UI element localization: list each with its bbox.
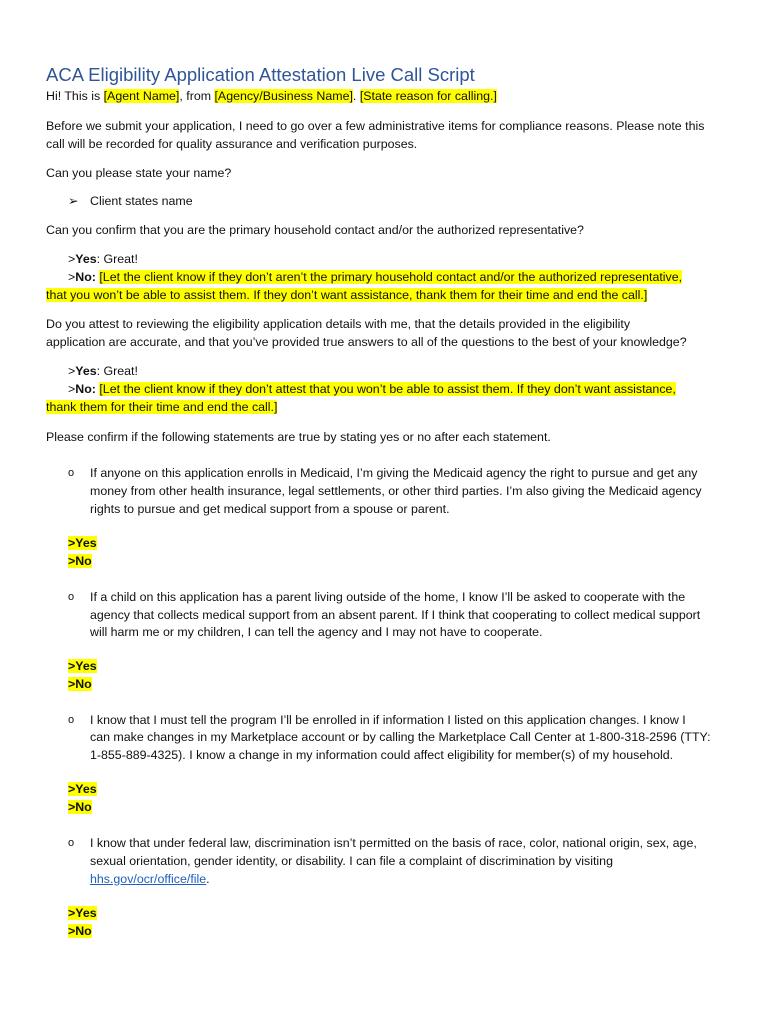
circle-bullet-icon: o — [68, 467, 75, 479]
answer-yes-label: >Yes — [68, 536, 97, 550]
answer-yes-label: >Yes — [68, 782, 97, 796]
agency-placeholder: [Agency/Business Name] — [214, 89, 353, 103]
no-response-1-cont — [46, 286, 647, 304]
no-label: No: — [75, 270, 96, 284]
answer-yes-3 — [68, 780, 97, 798]
answer-no-1 — [68, 552, 92, 570]
confirm-statements-instruction: Please confirm if the following statements are true by stating yes or no after each statement. — [46, 430, 551, 444]
answer-no-2 — [68, 675, 92, 693]
greeting-text: Hi! This is — [46, 89, 104, 103]
no-label: No: — [75, 382, 96, 396]
statement-2-line-1: If a child on this application has a parent living outside of the home, I know I’ll be asked to cooperate with the — [90, 590, 686, 604]
statement-3-line-1: I know that I must tell the program I’ll be enrolled in if information I listed on this application changes. I know I — [90, 713, 686, 727]
yes-response-1 — [68, 250, 138, 268]
no-response-2-cont — [46, 398, 277, 416]
answer-yes-label: >Yes — [68, 906, 97, 920]
link-suffix: . — [206, 872, 210, 886]
yes-great-text: : Great! — [96, 252, 138, 266]
yes-label: Yes — [75, 252, 97, 266]
admin-notice-line-2: call will be recorded for quality assurance and verification purposes. — [46, 137, 418, 151]
no-prefix: > — [68, 270, 76, 284]
yes-response-2 — [68, 362, 138, 380]
complaint-link[interactable]: hhs.gov/ocr/office/file — [90, 872, 207, 886]
client-states-name: Client states name — [90, 194, 193, 208]
page-title: ACA Eligibility Application Attestation Live Call Script — [46, 64, 475, 85]
agent-name-placeholder: [Agent Name] — [103, 89, 180, 103]
answer-yes-label: >Yes — [68, 659, 97, 673]
yes-prefix: > — [68, 252, 76, 266]
statement-3-line-3: 1-855-889-4325). I know a change in my information could affect eligibility for member(s) of my household. — [90, 748, 674, 762]
attest-question-line-2: application are accurate, and that you’ve provided true answers to all of the questions to the best of your knowledge? — [46, 335, 687, 349]
circle-bullet-icon: o — [68, 714, 75, 726]
yes-label: Yes — [75, 364, 97, 378]
statement-4-line-3 — [90, 870, 210, 888]
no-prefix: > — [68, 382, 76, 396]
statement-1-line-3: rights to pursue and get medical support from a spouse or parent. — [90, 502, 450, 516]
no-instruction-1b: that you won’t be able to assist them. If they don’t want assistance, thank them for their time and end the call.] — [46, 288, 648, 302]
statement-4-line-2: sexual orientation, gender identity, or disability. I can file a complaint of discrimination by visiting — [90, 854, 613, 868]
no-instruction-2b: thank them for their time and end the call.] — [46, 400, 278, 414]
answer-no-4 — [68, 922, 92, 940]
answer-yes-1 — [68, 534, 97, 552]
answer-no-label: >No — [68, 554, 92, 568]
period-text: . — [352, 89, 360, 103]
attest-question-line-1: Do you attest to reviewing the eligibility application details with me, that the details provided in the eligibility — [46, 317, 631, 331]
ask-name-question: Can you please state your name? — [46, 166, 232, 180]
circle-bullet-icon: o — [68, 591, 75, 603]
reason-placeholder: [State reason for calling.] — [359, 89, 497, 103]
circle-bullet-icon: o — [68, 837, 75, 849]
arrow-bullet-icon: ➢ — [68, 194, 79, 208]
statement-1-line-2: money from other health insurance, legal settlements, or other third parties. I’m also giving the Medicaid agency — [90, 484, 702, 498]
no-instruction-1a: [Let the client know if they don’t aren’t the primary household contact and/or the authorized representative, — [99, 270, 683, 284]
answer-no-label: >No — [68, 924, 92, 938]
statement-4-line-1: I know that under federal law, discrimination isn’t permitted on the basis of race, color, national origin, sex, age, — [90, 836, 697, 850]
yes-prefix: > — [68, 364, 76, 378]
answer-yes-4 — [68, 904, 97, 922]
no-response-2 — [68, 380, 676, 398]
no-instruction-2a: [Let the client know if they don’t attest that you won’t be able to assist them. If they don’t want assistance, — [99, 382, 676, 396]
yes-great-text: : Great! — [96, 364, 138, 378]
statement-3-line-2: can make changes in my Marketplace account or by calling the Marketplace Call Center at 1-800-318-2596 (TTY: — [90, 730, 711, 744]
statement-1-line-1: If anyone on this application enrolls in Medicaid, I’m giving the Medicaid agency the right to pursue and get any — [90, 466, 698, 480]
confirm-contact-question: Can you confirm that you are the primary household contact and/or the authorized representative? — [46, 223, 584, 237]
answer-no-label: >No — [68, 800, 92, 814]
statement-2-line-3: will harm me or my children, I can tell the agency and I may not have to cooperate. — [90, 625, 543, 639]
no-response-1 — [68, 268, 682, 286]
answer-no-label: >No — [68, 677, 92, 691]
from-text: , from — [179, 89, 215, 103]
answer-no-3 — [68, 798, 92, 816]
admin-notice-line-1: Before we submit your application, I need to go over a few administrative items for compliance reasons. Please note this — [46, 119, 705, 133]
intro-line — [46, 87, 497, 105]
answer-yes-2 — [68, 657, 97, 675]
statement-2-line-2: agency that collects medical support from an absent parent. If I think that cooperating to collect medical support — [90, 608, 701, 622]
